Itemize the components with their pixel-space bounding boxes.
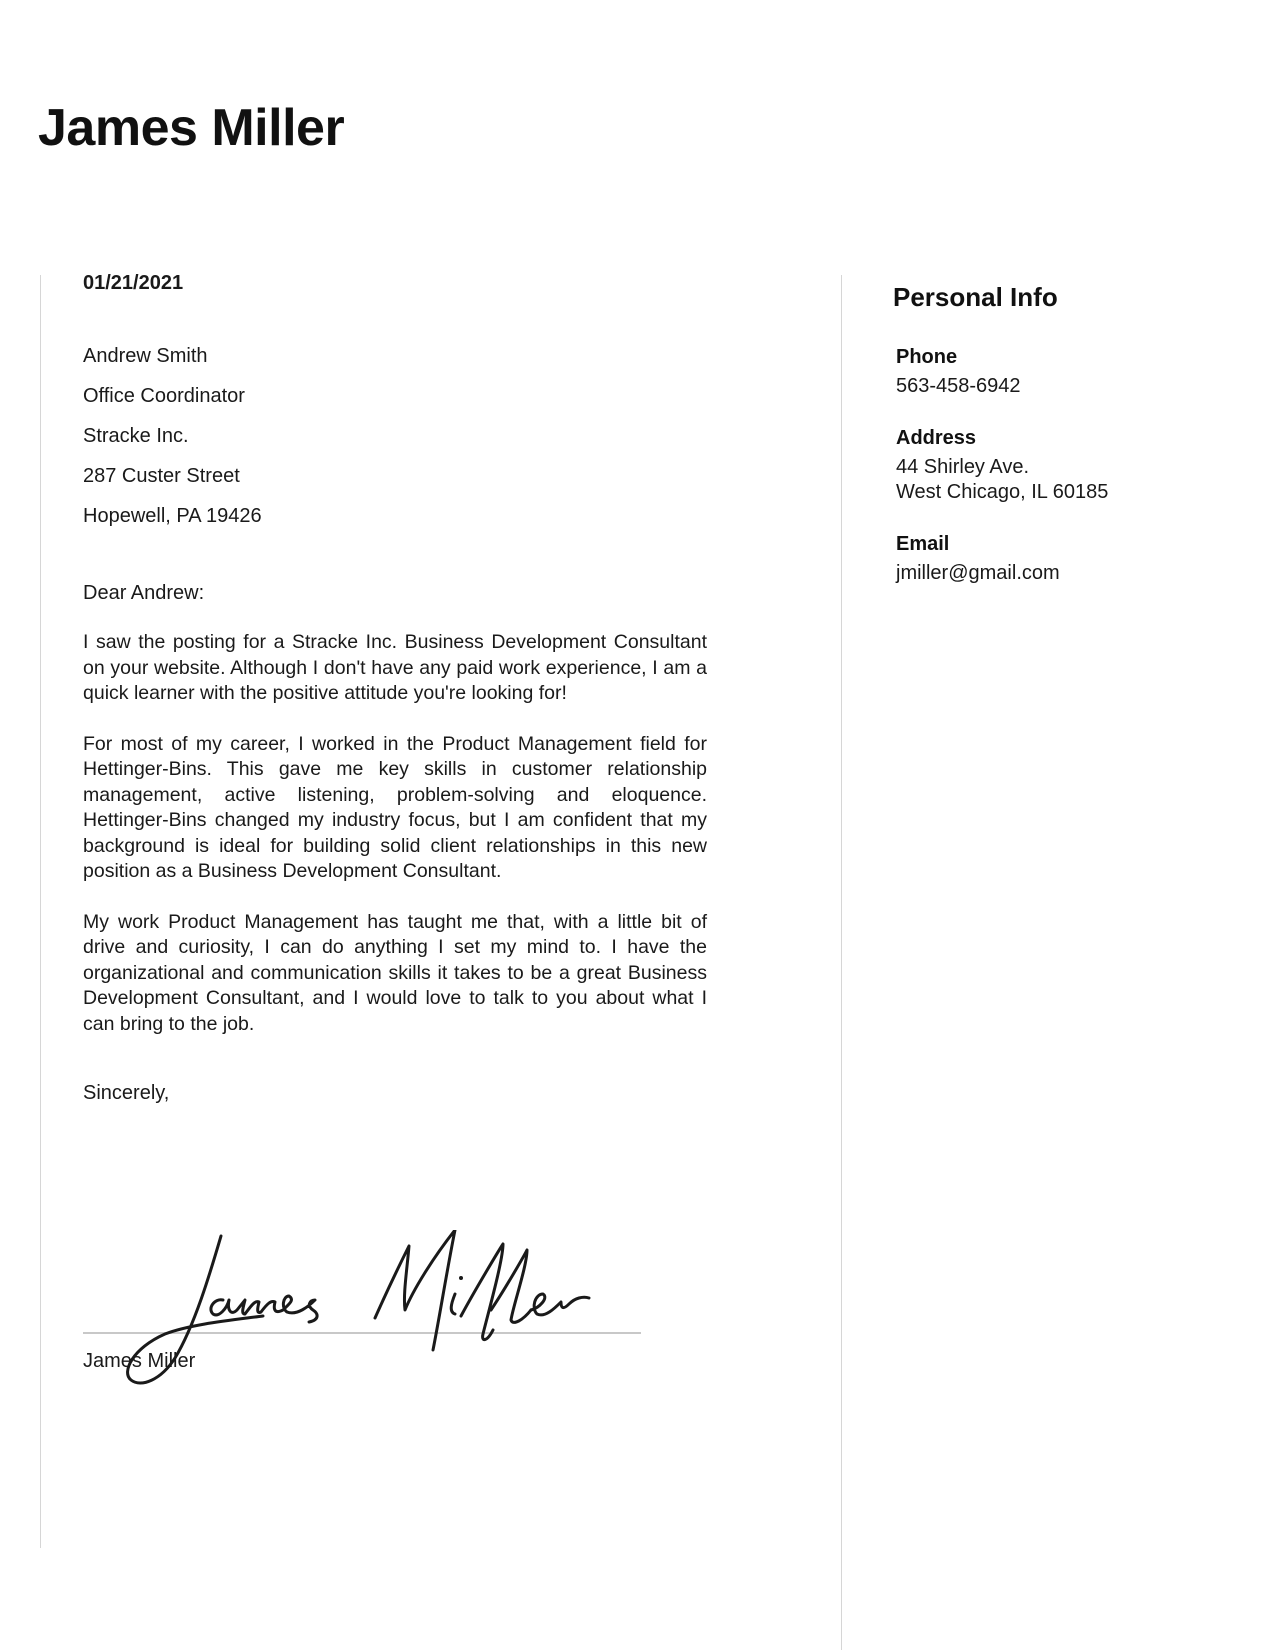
recipient-city: Hopewell, PA 19426: [83, 505, 262, 527]
phone-label: Phone: [896, 346, 958, 368]
address-value: [896, 455, 1253, 505]
closing: Sincerely,: [83, 1082, 170, 1104]
address-label: Address: [896, 427, 977, 449]
recipient-block: [83, 336, 707, 536]
email-label: Email: [896, 533, 950, 555]
personal-info-sidebar: [893, 280, 1253, 586]
column-divider: [841, 275, 842, 1650]
signed-name: James Miller: [83, 1350, 196, 1372]
phone-value: 563-458-6942: [896, 375, 1021, 397]
recipient-street: 287 Custer Street: [83, 465, 240, 487]
recipient-company: Stracke Inc.: [83, 425, 189, 447]
phone-block: [893, 344, 1253, 399]
letter-date: 01/21/2021: [83, 272, 184, 294]
letter-body: [83, 270, 707, 1106]
paragraph-3: My work Product Management has taught me that, with a little bit of drive and curiosity, I can do anything I set my mind to. I have the organizational and communication skills it takes to be a great Business Development Consultant, and I would love to talk to you about what I can bring to the job.: [83, 910, 707, 1035]
email-block: [893, 531, 1253, 586]
address-block: [893, 425, 1253, 505]
sidebar-title: Personal Info: [893, 282, 1058, 312]
paragraph-2: For most of my career, I worked in the Product Management field for Hettinger-Bins. This gave me key skills in customer relationship management, active listening, problem-solving and eloquence. Hettinger-Bins changed my industry focus, but I am confident that my background is ideal for building solid client relationships in this new position as a Business Development Consultant.: [83, 732, 707, 882]
left-divider: [40, 275, 41, 1548]
recipient-name: Andrew Smith: [83, 345, 208, 367]
address-line-2: West Chicago, IL 60185: [896, 481, 1109, 503]
greeting: Dear Andrew:: [83, 582, 205, 604]
recipient-title: Office Coordinator: [83, 385, 245, 407]
page-title: James Miller: [38, 99, 345, 157]
signature-area: [83, 1230, 643, 1390]
address-line-1: 44 Shirley Ave.: [896, 456, 1030, 478]
email-value: jmiller@gmail.com: [896, 562, 1060, 584]
paragraph-1: I saw the posting for a Stracke Inc. Business Development Consultant on your website. Although I don't have any paid work experience, I am a quick learner with the positive attitude you're looking for!: [83, 631, 707, 704]
